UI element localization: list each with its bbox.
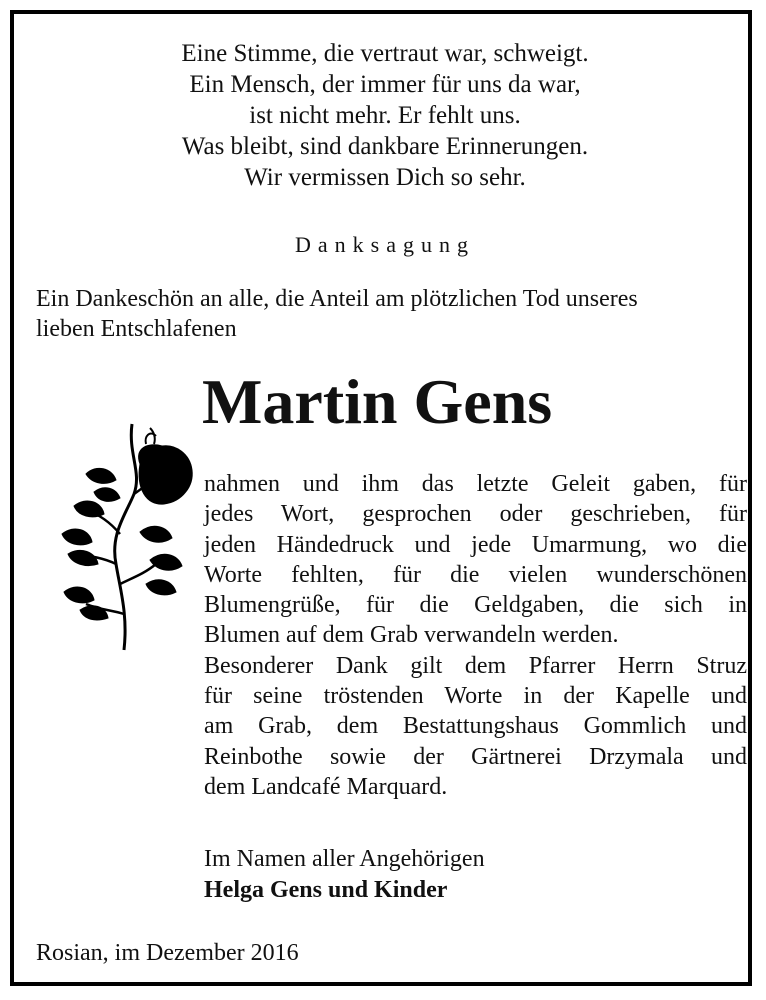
thanks-line: nahmen und ihm das letzte Geleit gaben, für: [204, 471, 747, 497]
poem-line: Was bleibt, sind dankbare Erinnerungen.: [181, 133, 589, 160]
thanks-line: jedes Wort, gesprochen oder geschrieben, für: [204, 501, 747, 528]
thanks-line: Worte fehlten, für die vielen wunderschönen: [204, 561, 747, 588]
poem-line: Ein Mensch, der immer für uns da war,: [189, 71, 581, 98]
intro-line: Ein Dankeschön an alle, die Anteil am plötzlichen Tod unseres: [36, 286, 638, 312]
thanks-line: am Grab, dem Bestattungshaus Gommlich und: [204, 713, 747, 740]
poem: [14, 38, 756, 193]
danksagung-heading: Danksagung: [295, 232, 475, 257]
poem-line: ist nicht mehr. Er fehlt uns.: [249, 102, 521, 129]
thanks-text: [204, 469, 747, 802]
signature-names: Helga Gens und Kinder: [204, 877, 448, 903]
deceased-name: Martin Gens: [202, 366, 553, 437]
poem-line: Wir vermissen Dich so sehr.: [244, 164, 526, 191]
thanks-line: Besonderer Dank gilt dem Pfarrer Herrn Struz: [204, 652, 747, 679]
thanks-line: Blumen auf dem Grab verwandeln werden.: [204, 622, 619, 649]
thanks-line: jeden Händedruck und jede Umarmung, wo die: [204, 531, 747, 558]
thanks-line: dem Landcafé Marquard.: [204, 773, 448, 800]
obituary-card: [10, 10, 752, 986]
thanks-line: Blumengrüße, für die Geldgaben, die sich in: [204, 592, 747, 619]
intro-text: [36, 284, 736, 344]
poem-line: Eine Stimme, die vertraut war, schweigt.: [181, 40, 589, 67]
signature-intro: Im Namen aller Angehörigen: [204, 846, 485, 872]
thanks-line: Reinbothe sowie der Gärtnerei Drzymala und: [204, 743, 747, 770]
signature: [204, 844, 724, 906]
intro-line: lieben Entschlafenen: [36, 316, 237, 342]
thanks-line: für seine tröstenden Worte in der Kapelle und: [204, 683, 747, 710]
rose-icon: [50, 414, 200, 654]
place-date: Rosian, im Dezember 2016: [36, 940, 299, 966]
